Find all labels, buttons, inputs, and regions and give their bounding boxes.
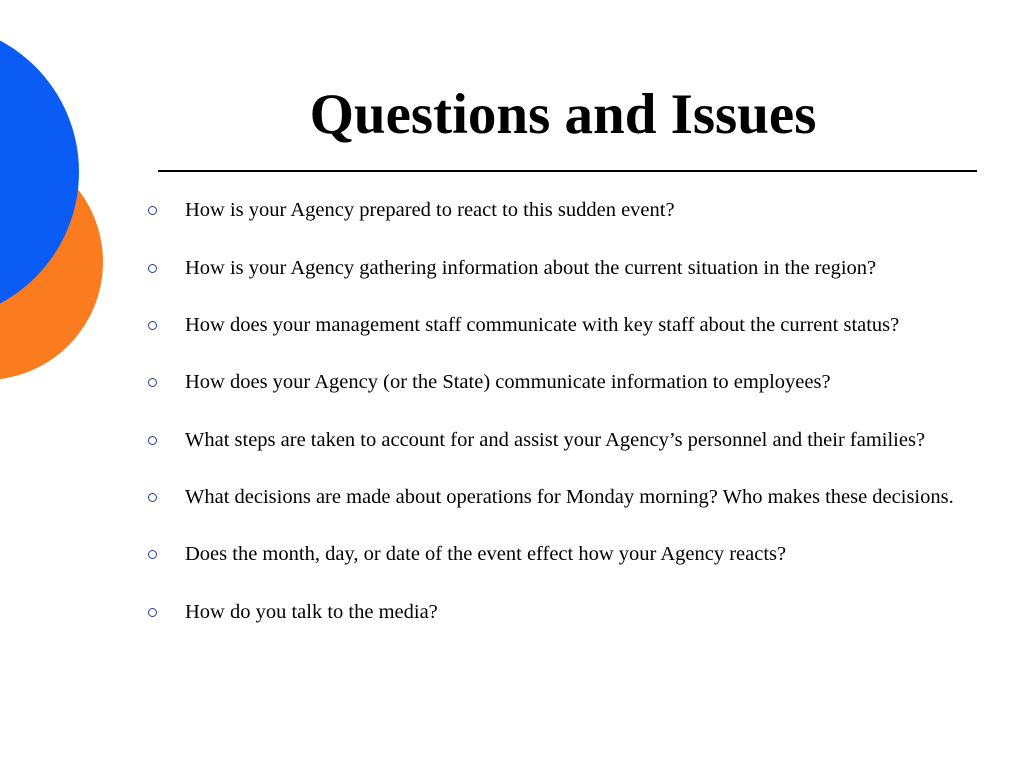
bullet-item [142,601,972,624]
bullet-text: Does the month, day, or date of the event effect how your Agency reacts? [185,543,787,565]
hollow-circle-bullet-icon [148,550,157,559]
bullet-text: What steps are taken to account for and assist your Agency’s personnel and their families? [185,429,926,451]
bullet-item [142,486,972,509]
hollow-circle-bullet-icon [148,608,157,617]
slide-title: Questions and Issues [309,83,817,146]
bullet-item [142,543,972,566]
hollow-circle-bullet-icon [148,264,157,273]
hollow-circle-bullet-icon [148,378,157,387]
bullet-list [142,199,972,659]
bullet-text: How is your Agency prepared to react to this sudden event? [185,199,675,221]
hollow-circle-bullet-icon [148,493,157,502]
bullet-item [142,199,972,222]
decorative-circles [0,0,120,420]
bullet-text: How does your Agency (or the State) communicate information to employees? [185,371,831,393]
bullet-item [142,371,972,394]
bullet-text: How does your management staff communicate with key staff about the current status? [185,314,900,336]
bullet-text: How do you talk to the media? [185,601,438,623]
hollow-circle-bullet-icon [148,206,157,215]
bullet-text: How is your Agency gathering information about the current situation in the region? [185,257,877,279]
bullet-item [142,314,972,337]
title-divider [158,170,977,172]
hollow-circle-bullet-icon [148,321,157,330]
hollow-circle-bullet-icon [148,436,157,445]
bullet-text: What decisions are made about operations for Monday morning? Who makes these decisions. [185,486,954,508]
bullet-item [142,257,972,280]
bullet-item [142,429,972,452]
